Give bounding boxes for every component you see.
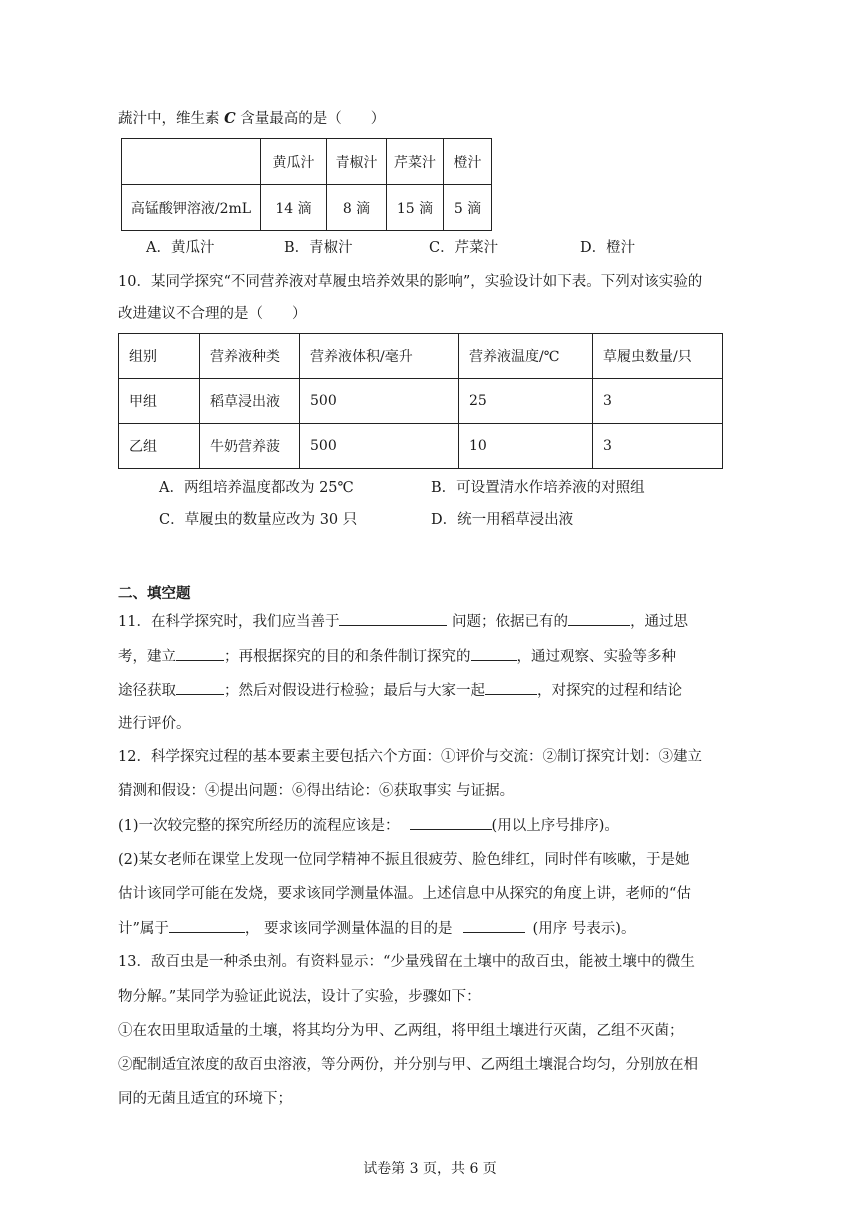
q13-step2-line2: 同的无菌且适宜的环境下； <box>118 1091 292 1107</box>
q12-text: 计”属于 <box>118 921 169 937</box>
table-cell: 3 <box>593 424 723 469</box>
q11-text: 途径获取 <box>118 683 176 699</box>
q13-step2-line1: ②配制适宜浓度的敌百虫溶液，等分两份，并分别与甲、乙两组土壤混合均匀，分别放在相 <box>118 1057 698 1073</box>
section-title: 二、填空题 <box>118 585 191 602</box>
table-cell: 3 <box>593 379 723 424</box>
table-cell: 组别 <box>119 334 200 379</box>
table-row <box>122 185 492 231</box>
answer-blank[interactable] <box>485 680 537 695</box>
table-cell: 营养液体积/毫升 <box>300 334 459 379</box>
q10-stem-line1: 10．某同学探究“不同营养液对草履虫培养效果的影响”，实验设计如下表。下列对该实验的 <box>118 274 703 290</box>
table-row <box>122 139 492 185</box>
q9-option-b: B．青椒汁 <box>284 240 353 256</box>
q13-step1: ①在农田里取适量的土壤，将其均分为甲、乙两组，将甲组土壤进行灭菌，乙组不灭菌； <box>118 1023 684 1039</box>
table-cell: 营养液温度/℃ <box>459 334 593 379</box>
q12-text: (用以上序号排序)。 <box>491 818 619 834</box>
answer-blank[interactable] <box>410 815 492 830</box>
q13-line2: 物分解。”某同学为验证此说法，设计了实验，步骤如下： <box>118 989 481 1005</box>
table-cell: 牛奶营养菠 <box>200 424 300 469</box>
q12-part1 <box>118 815 619 836</box>
q9-option-c: C．芹菜汁 <box>429 240 499 256</box>
q13-line1: 13．敌百虫是一种杀虫剂。有资料显示：“少量残留在土壤中的敌百虫，能被土壤中的微生 <box>118 954 695 970</box>
table-cell: 5 滴 <box>444 185 492 231</box>
q10-table <box>118 333 723 469</box>
q11-text: ，对探究的过程和结论 <box>537 683 682 699</box>
page-footer: 试卷第 3 页，共 6 页 <box>363 1161 497 1177</box>
table-cell: 营养液种类 <box>200 334 300 379</box>
table-cell: 青椒汁 <box>327 139 387 185</box>
q12-text: ， 要求该同学测量体温的目的是 <box>244 921 453 937</box>
table-row <box>119 424 723 469</box>
table-cell: 黄瓜汁 <box>261 139 327 185</box>
q12-part2-line3 <box>118 918 635 939</box>
answer-blank[interactable] <box>471 646 517 661</box>
table-cell: 乙组 <box>119 424 200 469</box>
table-cell: 15 滴 <box>387 185 444 231</box>
q12-line2: 猜测和假设：④提出问题：⑥得出结论：⑥获取事实 与证据。 <box>118 783 515 799</box>
q11-text: 考，建立 <box>118 649 176 665</box>
table-row <box>119 334 723 379</box>
table-cell: 500 <box>300 424 459 469</box>
table-cell: 甲组 <box>119 379 200 424</box>
table-cell: 500 <box>300 379 459 424</box>
q10-option-d: D．统一用稻草浸出液 <box>431 512 574 528</box>
q12-line1: 12．科学探究过程的基本要素主要包括六个方面：①评价与交流：②制订探究计划：③建立 <box>118 749 702 765</box>
q11-text: ，通过观察、实验等多种 <box>516 649 676 665</box>
table-cell: 草履虫数量/只 <box>593 334 723 379</box>
q9-stem <box>118 109 385 129</box>
q10-stem-line2: 改进建议不合理的是（ ） <box>118 306 307 322</box>
q11-text: 11．在科学探究时，我们应当善于 <box>118 614 340 630</box>
q11-line3 <box>118 680 682 701</box>
q11-line1 <box>118 611 688 632</box>
q10-option-b: B．可设置清水作培养液的对照组 <box>431 480 645 496</box>
q9-option-a: A．黄瓜汁 <box>146 240 215 256</box>
answer-blank[interactable] <box>176 646 224 661</box>
answer-blank[interactable] <box>169 918 245 933</box>
q11-line4: 进行评价。 <box>118 716 191 732</box>
q9-option-d: D．橙汁 <box>580 240 636 256</box>
table-cell <box>122 139 261 185</box>
q12-part2-line1: (2)某女老师在课堂上发现一位同学精神不振且很疲劳、脸色绯红，同时伴有咳嗽，于是她 <box>118 852 690 868</box>
table-cell: 稻草浸出液 <box>200 379 300 424</box>
table-cell: 橙汁 <box>444 139 492 185</box>
table-cell: 14 滴 <box>261 185 327 231</box>
table-row <box>119 379 723 424</box>
q11-text: ，通过思 <box>630 614 689 630</box>
q11-text: ；再根据探究的目的和条件制订探究的 <box>224 649 471 665</box>
q9-table <box>121 138 492 231</box>
answer-blank[interactable] <box>339 611 447 626</box>
answer-blank[interactable] <box>568 611 630 626</box>
q9-stem-text: 蔬汁中，维生素 <box>118 111 225 127</box>
q11-text: 问题；依据已有的 <box>447 614 569 630</box>
table-cell: 10 <box>459 424 593 469</box>
table-cell: 芹菜汁 <box>387 139 444 185</box>
q12-part2-line2: 估计该同学可能在发烧，要求该同学测量体温。上述信息中从探究的角度上讲，老师的“估 <box>118 886 691 902</box>
answer-blank[interactable] <box>463 918 525 933</box>
q10-option-c: C．草履虫的数量应改为 30 只 <box>159 512 358 528</box>
q11-line2 <box>118 646 676 667</box>
q12-text: (用序 号表示)。 <box>532 921 636 937</box>
q9-stem-vitamin: C <box>224 110 236 127</box>
q10-option-a: A．两组培养温度都改为 25℃ <box>159 480 354 496</box>
table-cell: 8 滴 <box>327 185 387 231</box>
answer-blank[interactable] <box>176 680 224 695</box>
q12-text: (1)一次较完整的探究所经历的流程应该是： <box>118 818 400 834</box>
q11-text: ；然后对假设进行检验；最后与大家一起 <box>224 683 485 699</box>
table-cell: 25 <box>459 379 593 424</box>
q9-stem-text-end: 含量最高的是（ ） <box>235 111 386 127</box>
table-cell: 高锰酸钾溶液/2mL <box>122 185 261 231</box>
